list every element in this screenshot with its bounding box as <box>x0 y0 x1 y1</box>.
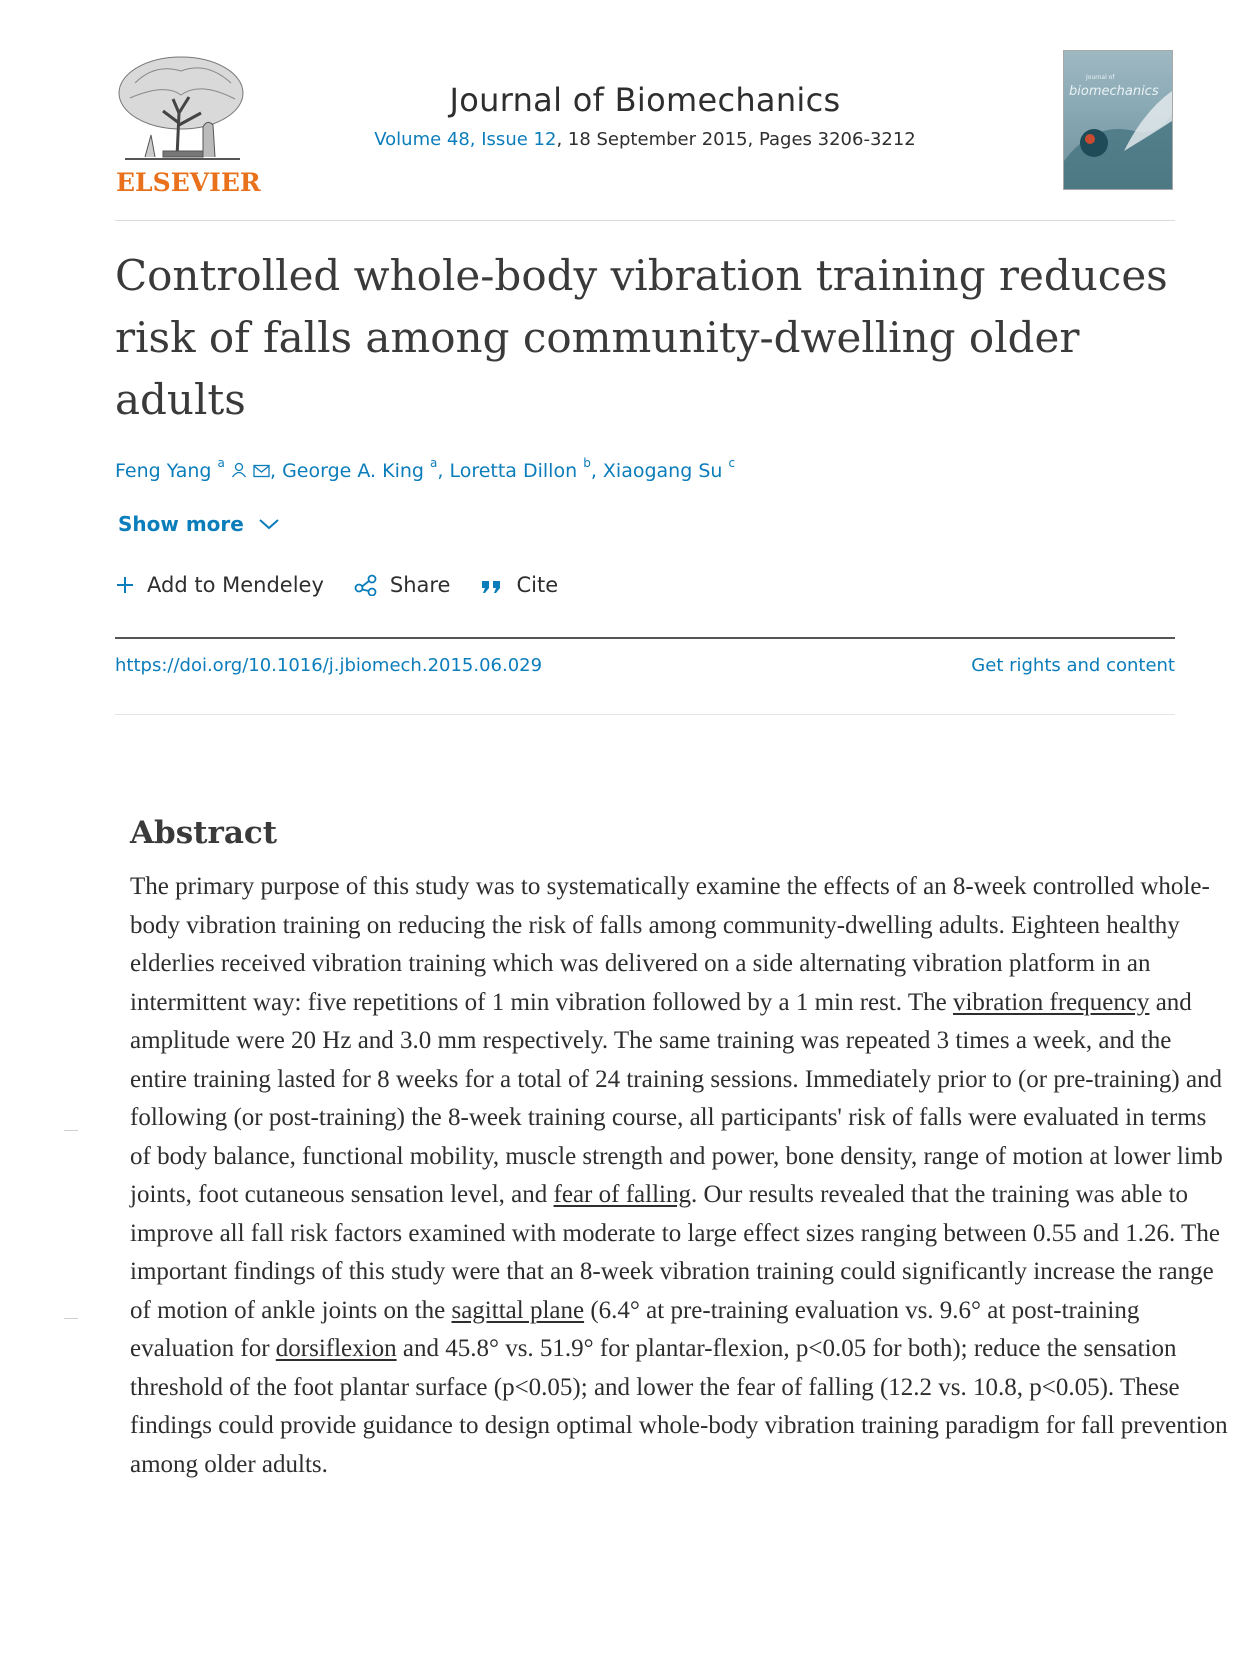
journal-header <box>115 48 1175 198</box>
tree-icon <box>115 53 250 165</box>
author-separator: , <box>437 460 450 482</box>
person-icon[interactable] <box>231 461 247 483</box>
cover-small-text: Journal of <box>1086 74 1115 81</box>
header-divider <box>115 220 1175 221</box>
author-affiliation[interactable]: a <box>430 456 438 470</box>
abstract-segment: and 45.8° vs. 51.9° for plantar-flexion, p<0.05 for both); reduce the sensation threshold of the foot plantar surface (p<0.05); and lower the fear of falling (12.2 vs. 10.8, p<0.05). These findings could provide guidance to design optimal whole-body vibration training paradigm for fall prevention among older adults. <box>130 1335 1228 1478</box>
vibration-frequency-link[interactable]: vibration frequency <box>952 988 1150 1016</box>
journal-cover[interactable] <box>1063 50 1173 190</box>
plus-icon <box>115 575 135 595</box>
author-separator: , <box>590 460 603 482</box>
actions-divider <box>115 637 1175 639</box>
abstract-segment: The primary purpose of this study was to systematically examine the effects of an 8-week controlled whole-body vibration training on reducing the risk of falls among community-dwelling adults. Eighteen healthy elderlies received vibration training which was delivered on a side alternating vibration platform in an intermittent way: five repetitions of 1 min vibration followed by a 1 min rest. The <box>130 873 1210 1016</box>
issue-details: , 18 September 2015, Pages 3206-3212 <box>556 129 916 150</box>
journal-title[interactable]: Journal of Biomechanics <box>449 81 841 119</box>
rights-link[interactable]: Get rights and content <box>971 655 1175 676</box>
dorsiflexion-link[interactable]: dorsiflexion <box>275 1335 397 1362</box>
author-affiliation[interactable]: b <box>583 456 591 470</box>
journal-info <box>275 81 1015 150</box>
mendeley-label: Add to Mendeley <box>147 573 324 597</box>
cite-button[interactable] <box>480 573 558 597</box>
chevron-down-icon <box>258 517 280 531</box>
publisher-name: ELSEVIER <box>116 168 261 197</box>
author-affiliation[interactable]: a <box>217 456 225 470</box>
issue-link[interactable]: Volume 48, Issue 12 <box>374 129 557 150</box>
author-link[interactable]: Loretta Dillon <box>449 460 578 482</box>
abstract-text <box>130 868 1230 1484</box>
author-list <box>115 456 736 483</box>
margin-mark <box>64 1130 78 1131</box>
article-actions <box>115 573 588 597</box>
share-icon <box>354 574 378 596</box>
margin-mark <box>64 1318 78 1319</box>
show-more-label: Show more <box>118 512 244 536</box>
cite-label: Cite <box>516 573 559 597</box>
cover-title: biomechanics <box>1069 84 1159 99</box>
abstract-segment: . Our results revealed that the training was able to improve all fall risk factors examined with moderate to large effect sizes ranging between 0.55 and 1.26. The important findings of this study were that an 8-week vibration training could significantly increase the range of motion of ankle joints on the <box>130 1181 1220 1324</box>
elsevier-logo[interactable] <box>115 53 261 197</box>
abstract-segment: (6.4° at pre-training evaluation vs. 9.6° at post-training evaluation for <box>130 1296 1140 1362</box>
cover-art-icon <box>1064 51 1173 190</box>
author-link[interactable]: George A. King <box>282 460 424 482</box>
show-more-button[interactable] <box>118 512 280 536</box>
article-title: Controlled whole-body vibration training reduces risk of falls among community-dwelling older adults <box>115 251 1168 424</box>
quote-icon <box>480 575 504 595</box>
share-button[interactable] <box>354 573 451 597</box>
add-to-mendeley-button[interactable] <box>115 573 324 597</box>
author-separator: , <box>269 460 283 482</box>
share-label: Share <box>389 573 451 597</box>
email-icon[interactable] <box>253 461 270 483</box>
journal-meta <box>275 129 1015 150</box>
author-link[interactable]: Feng Yang <box>115 460 212 482</box>
section-divider <box>115 714 1175 715</box>
author-link[interactable]: Xiaogang Su <box>602 460 723 482</box>
sagittal-plane-link[interactable]: sagittal plane <box>451 1296 585 1324</box>
abstract-segment: and amplitude were 20 Hz and 3.0 mm respectively. The same training was repeated 3 times a week, and the entire training lasted for 8 weeks for a total of 24 training sessions. Immediately prior to (or pre-training) and following (or post-training) the 8-week training course, all participants' risk of falls were evaluated in terms of body balance, functional mobility, muscle strength and power, bone density, range of motion at lower limb joints, foot cutaneous sensation level, and <box>130 988 1223 1208</box>
fear-of-falling-link[interactable]: fear of falling <box>553 1181 691 1208</box>
author-affiliation[interactable]: c <box>728 456 736 470</box>
abstract-heading: Abstract <box>130 815 278 851</box>
doi-link[interactable]: https://doi.org/10.1016/j.jbiomech.2015.06.029 <box>115 655 543 676</box>
